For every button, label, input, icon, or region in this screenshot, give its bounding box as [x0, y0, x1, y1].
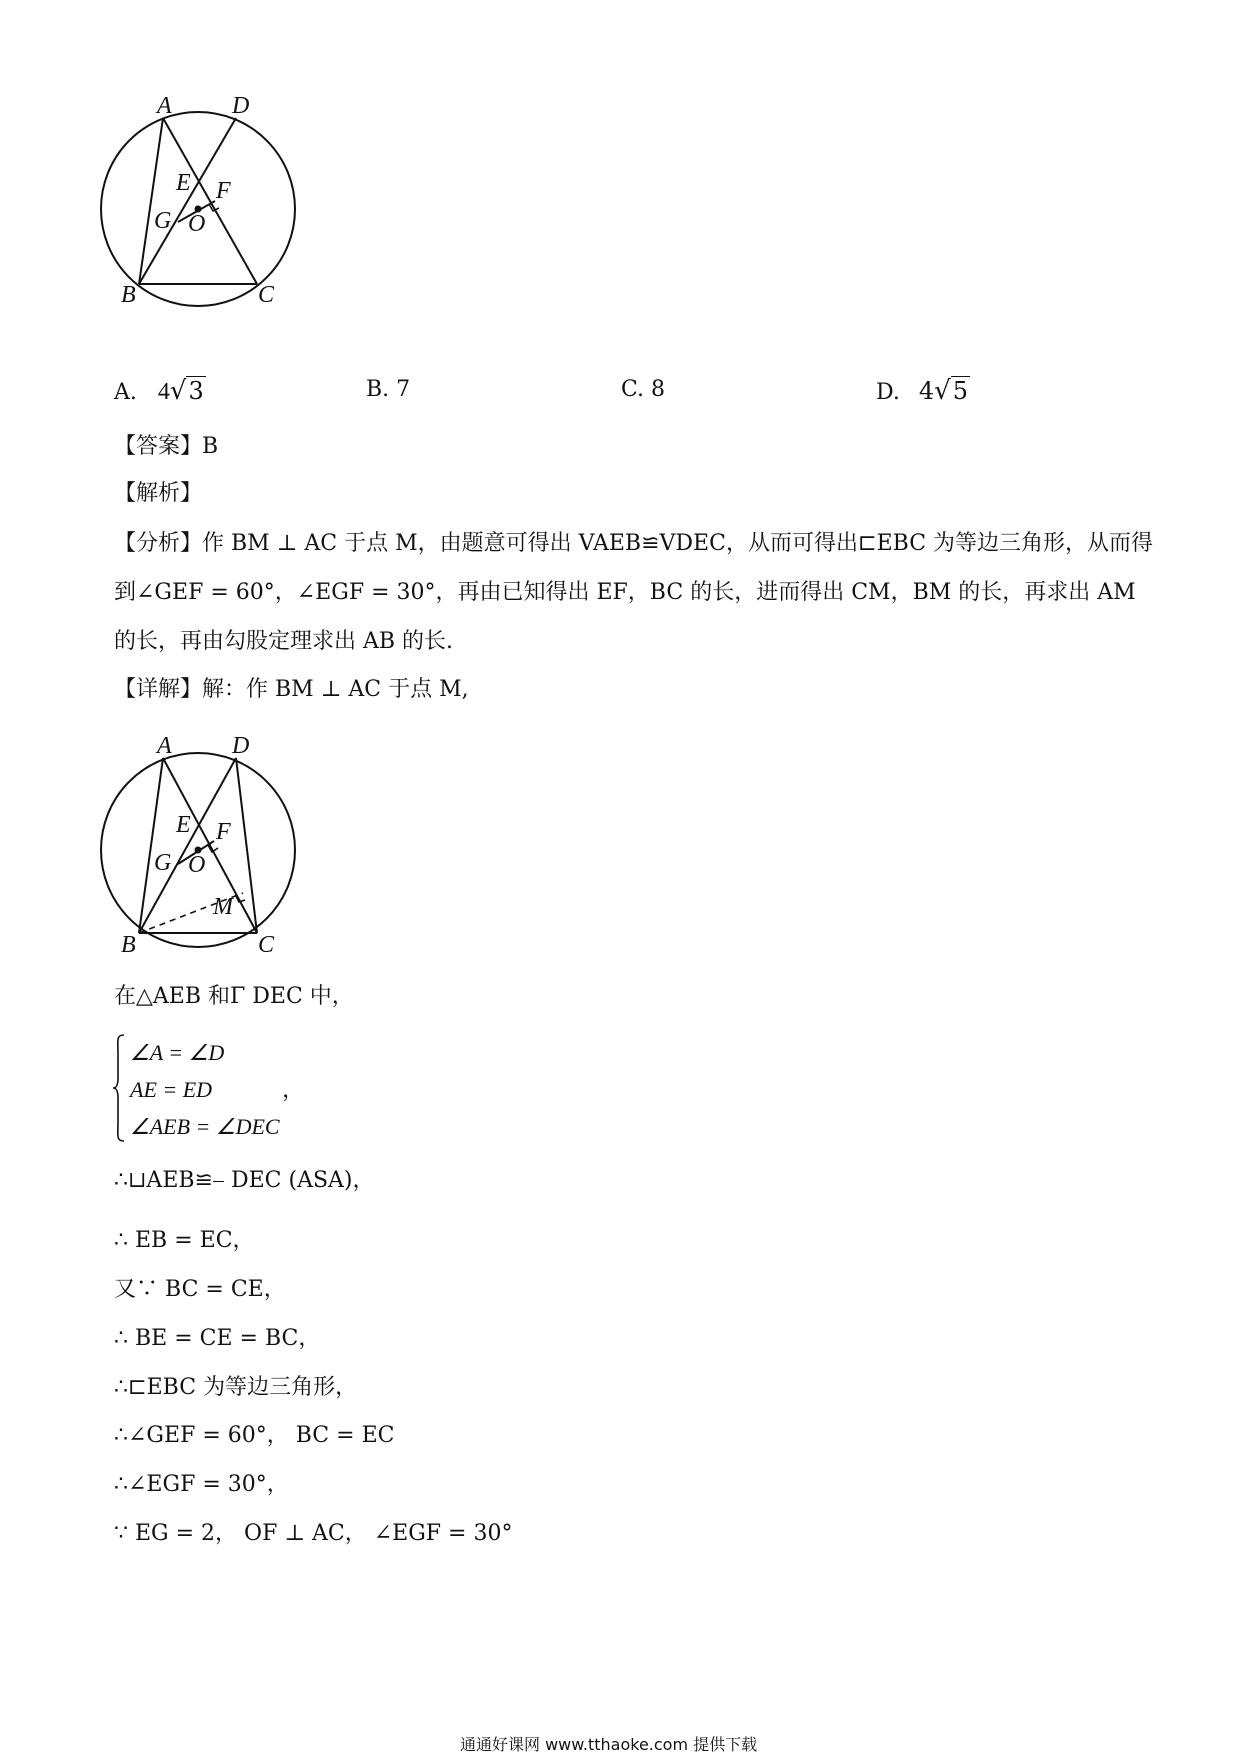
footer-text: 通通好课网 www.tthaoke.com 提供下载 — [460, 1735, 758, 1754]
option-c: C. 8 — [621, 377, 666, 402]
geometry-figure-detail — [100, 722, 320, 962]
segment-AB — [139, 758, 163, 933]
segment-DC — [236, 758, 257, 933]
step-5: ∴⊏EBC 为等边三角形， — [114, 1375, 358, 1400]
step-1: ∴⊔AEB≌⎯ DEC (ASA)， — [114, 1168, 375, 1193]
label-D: D — [232, 95, 250, 119]
option-a — [114, 376, 206, 406]
label-G: G — [154, 208, 172, 234]
analysis-line-3: 的长，再由勾股定理求出 AB 的长. — [114, 629, 454, 654]
system-line-1: ∠A = ∠D — [130, 1040, 225, 1065]
system-line-2: AE = ED ， — [130, 1077, 305, 1102]
label-C: C — [258, 932, 275, 958]
analysis-heading: 【解析】 — [114, 481, 203, 506]
option-d-radicand: 5 — [952, 377, 968, 405]
label-G: G — [154, 850, 172, 876]
label-E: E — [176, 170, 191, 196]
answer-line: 【答案】B — [114, 434, 219, 459]
label-B: B — [121, 932, 136, 958]
option-d — [876, 376, 970, 406]
equation-system — [112, 1034, 322, 1144]
left-brace-icon — [112, 1034, 126, 1142]
in-triangles-line: 在△AEB 和Γ DEC 中， — [114, 984, 354, 1009]
label-A: A — [157, 95, 172, 119]
right-angle-mark-F — [208, 845, 218, 852]
step-3: 又∵ BC = CE， — [114, 1277, 286, 1302]
label-A: A — [157, 733, 172, 759]
analysis-line-1: 【分析】作 BM ⊥ AC 于点 M，由题意可得出 VAEB≌VDEC，从而可得出⊏EBC 为等边三角形，从而得 — [114, 531, 1154, 556]
step-6: ∴∠GEF = 60°， BC = EC — [114, 1423, 395, 1448]
label-M: M — [213, 894, 233, 920]
detail-line: 【详解】解：作 BM ⊥ AC 于点 M, — [114, 677, 469, 702]
label-O: O — [188, 211, 206, 237]
option-a-coef: 4 — [157, 379, 170, 405]
sqrt-icon: √ — [169, 376, 187, 406]
option-a-letter: A. — [114, 380, 137, 405]
label-F: F — [216, 819, 231, 845]
label-B: B — [121, 282, 136, 308]
segment-AB — [139, 118, 163, 284]
label-O: O — [188, 852, 206, 878]
step-7: ∴∠EGF = 30°， — [114, 1472, 289, 1497]
label-D: D — [232, 733, 250, 759]
label-C: C — [258, 282, 275, 308]
step-4: ∴ BE = CE = BC， — [114, 1326, 321, 1351]
step-2: ∴ EB = EC， — [114, 1228, 255, 1253]
option-a-radicand: 3 — [188, 377, 204, 405]
option-d-coef: 4 — [918, 377, 935, 405]
segment-AC — [163, 118, 257, 284]
system-line-3: ∠AEB = ∠DEC — [130, 1114, 280, 1139]
option-d-letter: D. — [876, 380, 900, 405]
geometry-figure-top — [100, 95, 320, 315]
segment-AC — [163, 758, 257, 933]
label-E: E — [176, 812, 191, 838]
step-8: ∵ EG = 2， OF ⊥ AC， ∠EGF = 30° — [114, 1521, 513, 1546]
option-b: B. 7 — [366, 377, 411, 402]
sqrt-icon: √ — [934, 376, 951, 406]
analysis-line-2: 到∠GEF = 60°，∠EGF = 30°，再由已知得出 EF，BC 的长，进而得出 CM，BM 的长，再求出 AM — [114, 580, 1136, 605]
label-F: F — [216, 178, 231, 204]
